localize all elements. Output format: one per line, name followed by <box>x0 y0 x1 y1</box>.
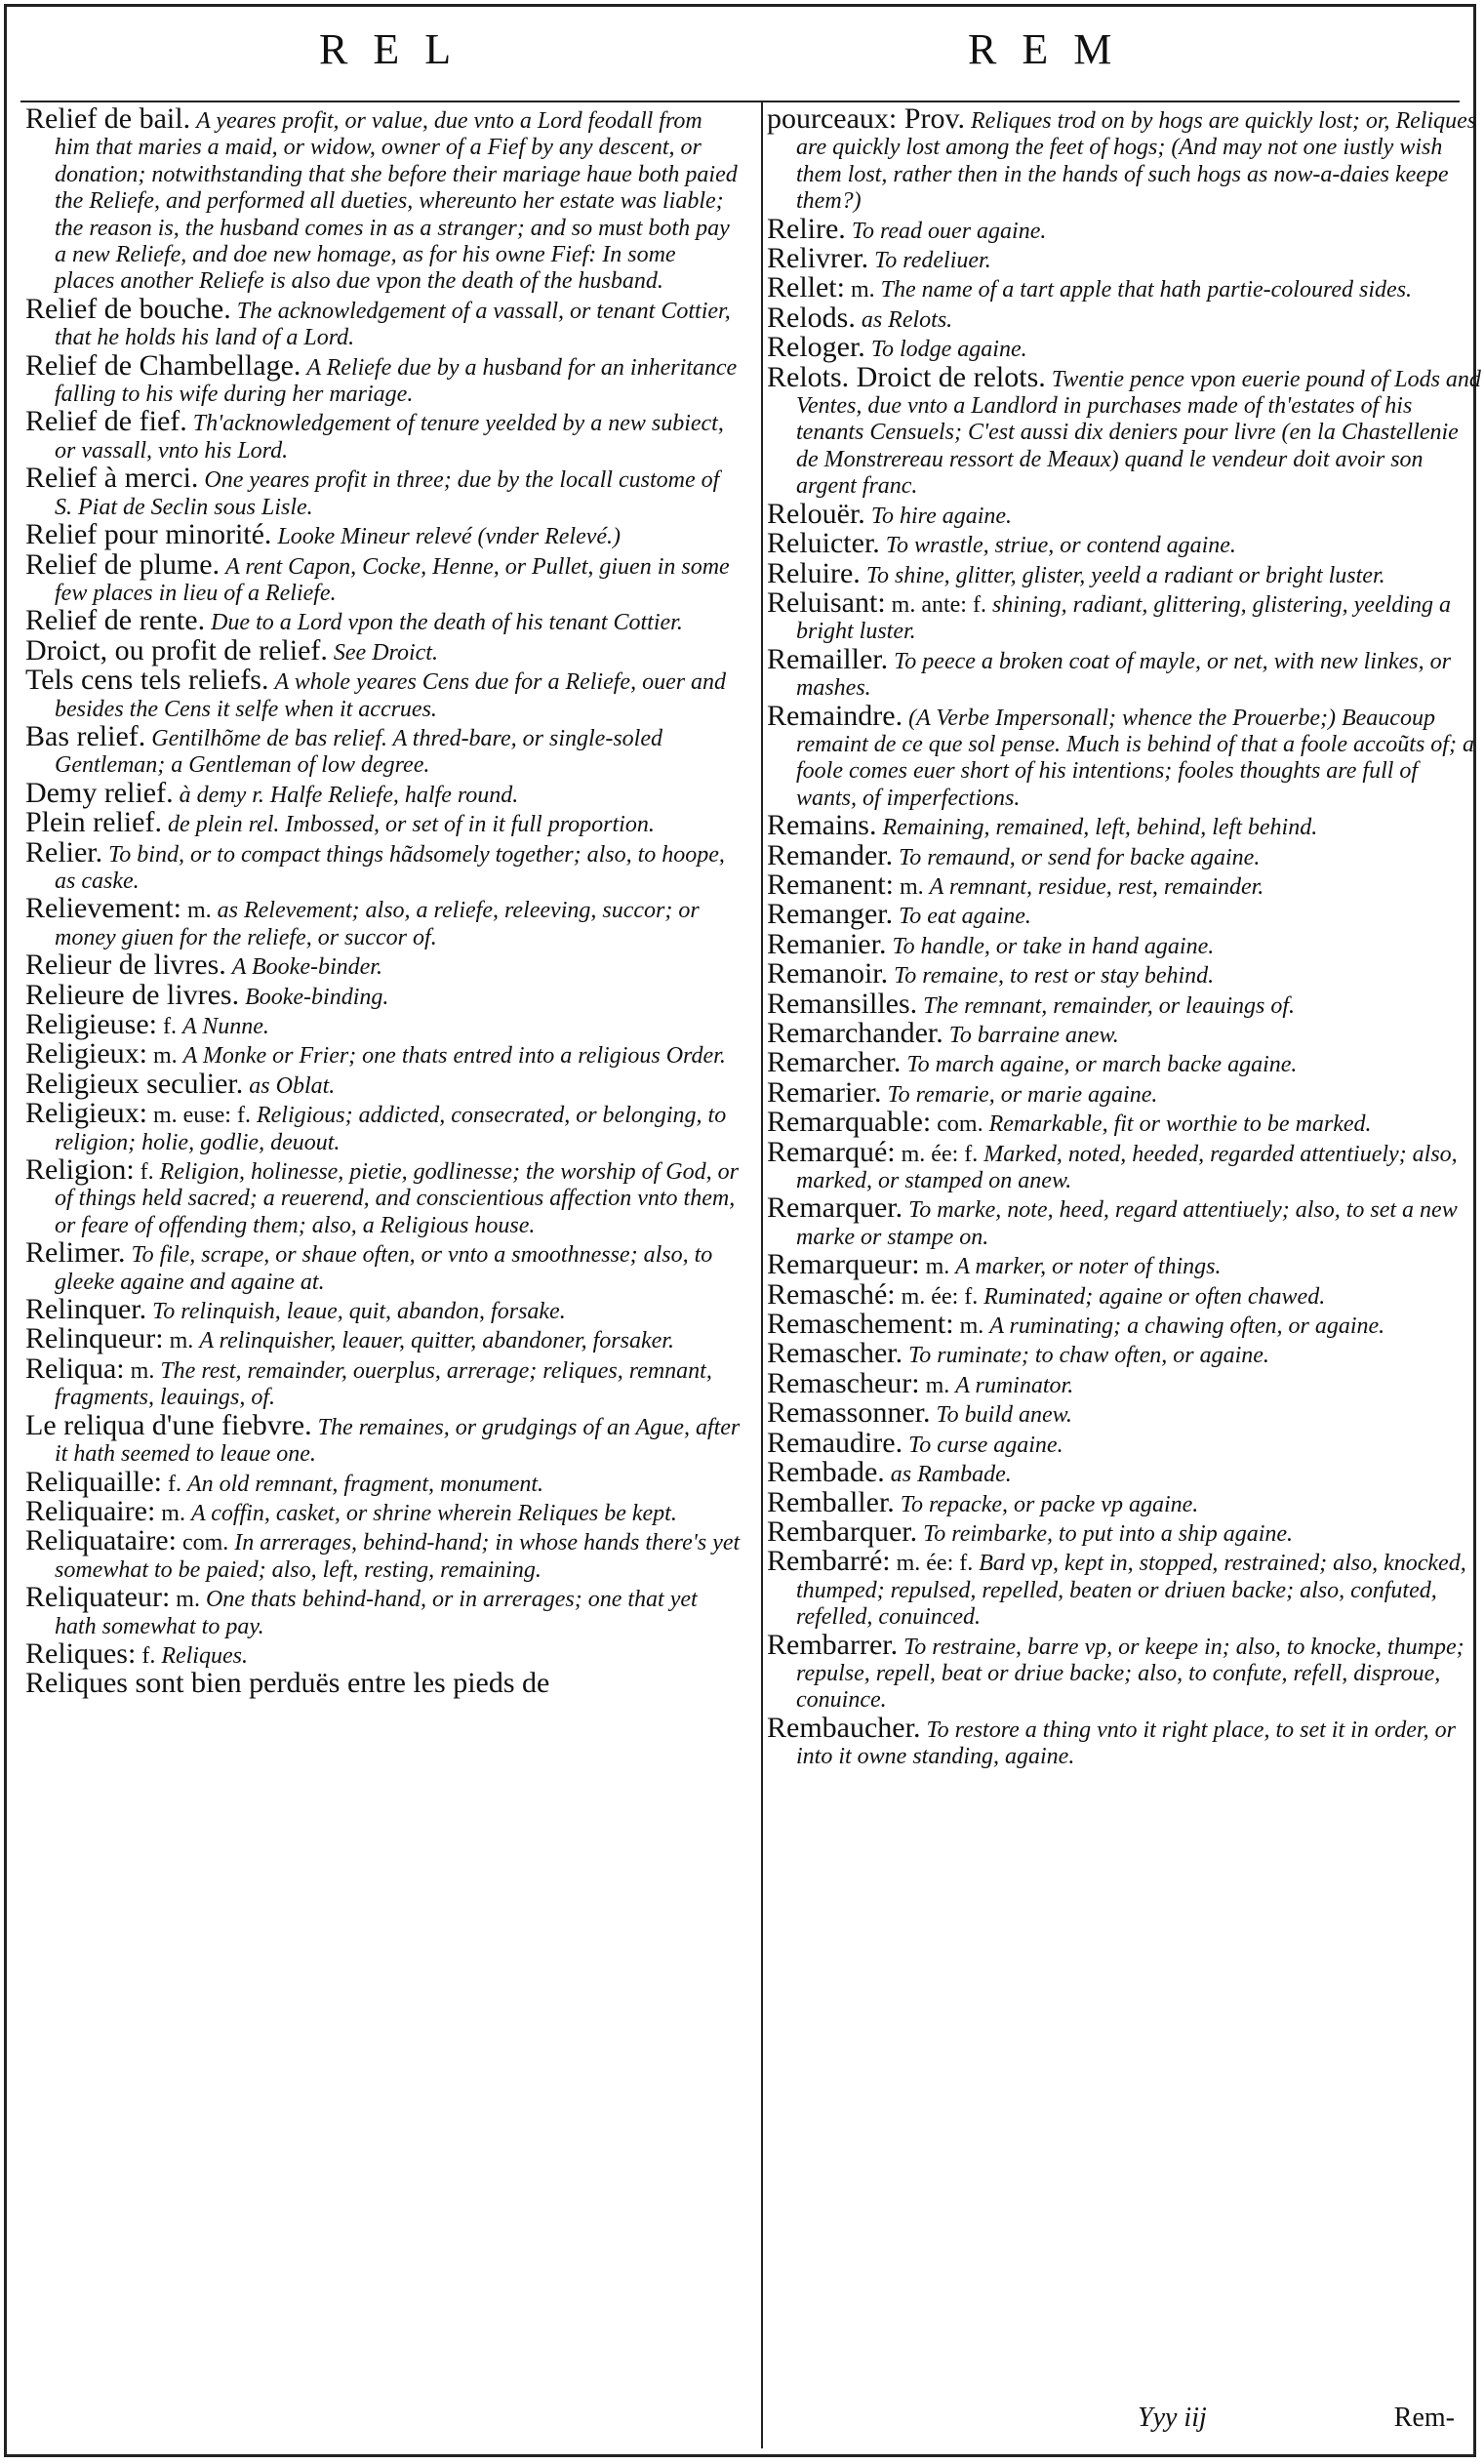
entry-grammar: m. ée: f. <box>901 1141 979 1167</box>
entry-definition: Th'acknowledgement of tenure yeelded by a new subiect, or vassall, vnto his Lord. <box>55 411 724 464</box>
dictionary-entry <box>25 1408 741 1469</box>
entry-headword: Relief de bouche. <box>25 292 231 325</box>
entry-definition: à demy r. Halfe Reliefe, halfe round. <box>179 782 519 808</box>
entry-grammar: m. <box>186 898 212 924</box>
entry-headword: Reliquaire: <box>25 1494 156 1527</box>
dictionary-entry <box>767 212 1482 245</box>
dictionary-entry <box>25 547 741 608</box>
entry-definition: Twentie pence vpon euerie pound of Lods and Ventes, due vnto a Landlord in purchases made of th'estates of his tenants Censuels; C'est aussi dix deniers pour livre (en la Chastellenie de Monstrereau ressort de Meaux) quand le vendeur doit avoir son argent franc. <box>796 366 1481 500</box>
entry-grammar: com. <box>181 1530 229 1556</box>
entry-headword: Relieur de livres. <box>25 949 226 982</box>
entry-definition: Ruminated; againe or often chawed. <box>983 1283 1326 1310</box>
entry-definition: as Relevement; also, a reliefe, releeving, succor; or money giuen for the reliefe, or succor of. <box>55 898 700 950</box>
entry-headword: Tels cens tels reliefs. <box>25 664 269 697</box>
dictionary-entry <box>767 1135 1482 1195</box>
entry-grammar: com. <box>937 1111 983 1138</box>
dictionary-entry <box>767 1456 1482 1489</box>
entry-headword: Remanier. <box>767 927 887 960</box>
entry-definition: A rent Capon, Cocke, Henne, or Pullet, giuen in some few places in lieu of a Reliefe. <box>55 553 730 606</box>
entry-definition: See Droict. <box>333 639 438 666</box>
entry-definition: To restraine, barre vp, or keepe in; also, to knocke, thumpe; repulse, repell, beat or driue backe; also, to confute, refell, disproue, conuince. <box>796 1634 1464 1714</box>
dictionary-entry <box>25 1352 741 1412</box>
entry-grammar: f. <box>141 1642 156 1669</box>
entry-definition: To wrastle, striue, or contend againe. <box>885 533 1236 559</box>
dictionary-entry <box>767 301 1482 334</box>
dictionary-entry <box>767 898 1482 931</box>
entry-definition: de plein rel. Imbossed, or set of in it full proportion. <box>167 812 655 838</box>
entry-headword: Remarqueur: <box>767 1248 920 1281</box>
dictionary-entry <box>25 462 741 521</box>
entry-headword: Remaindre. <box>767 699 903 732</box>
dictionary-entry <box>25 719 741 780</box>
entry-definition: A Reliefe due by a husband for an inheritance falling to his wife during her mariage. <box>55 354 738 408</box>
entry-headword: Religieux: <box>25 1097 147 1130</box>
dictionary-entry <box>767 1308 1482 1341</box>
entry-grammar: m. <box>925 1254 950 1280</box>
dictionary-entry <box>25 633 741 666</box>
dictionary-entry <box>767 1628 1482 1715</box>
entry-headword: Droict, ou profit de relief. <box>25 633 328 666</box>
dictionary-entry <box>767 1545 1482 1631</box>
entry-definition: A remnant, residue, rest, remainder. <box>929 873 1264 900</box>
entry-headword: Reluisant: <box>767 586 886 619</box>
dictionary-entry <box>25 1153 741 1239</box>
entry-definition: A yeares profit, or value, due vnto a Lord feodall from him that maries a maid, or widow, owner of a Fief by any descent, or donation; notwithstanding that she before their mariage haue both paied the Reliefe, and performed all dueties, whereunto her estate was liable; the reason is, the husband comes in as a stranger; and so must both pay a new Reliefe, and doe new homage, as for his owne Fief: In some places another Reliefe is also due vpon the death of the husband. <box>55 108 738 295</box>
entry-definition: A whole yeares Cens due for a Reliefe, ouer and besides the Cens it selfe when it accrues. <box>55 669 727 722</box>
entry-definition: In arrerages, behind-hand; in whose hands there's yet somewhat to be paied; also, left, resting, remaining. <box>55 1530 741 1583</box>
dictionary-entry <box>767 1194 1482 1251</box>
entry-headword: Remanent: <box>767 868 894 901</box>
catchword: Rem- <box>1393 2403 1455 2433</box>
dictionary-entry <box>767 102 1482 216</box>
entry-definition: To curse againe. <box>908 1432 1063 1458</box>
dictionary-entry <box>767 1337 1482 1370</box>
dictionary-entry <box>767 331 1482 364</box>
entry-definition: Due to a Lord vpon the death of his tenant Cottier. <box>211 610 683 636</box>
dictionary-entry <box>25 405 741 465</box>
dictionary-entry <box>25 1293 741 1326</box>
entry-headword: Remasché: <box>767 1277 896 1311</box>
entry-headword: Remascheur: <box>767 1366 920 1399</box>
entry-headword: Relots. Droict de relots. <box>767 360 1046 393</box>
dictionary-entry <box>25 806 741 839</box>
entry-grammar: m. <box>161 1500 185 1526</box>
entry-headword: Reliquateur: <box>25 1581 171 1614</box>
dictionary-entry <box>767 271 1482 304</box>
entry-definition: as Oblat. <box>249 1072 336 1099</box>
dictionary-entry <box>767 809 1482 842</box>
entry-definition: To handle, or take in hand againe. <box>892 933 1215 959</box>
entry-definition: A Nunne. <box>181 1014 269 1039</box>
entry-headword: Reliques: <box>25 1636 137 1670</box>
dictionary-entry <box>25 892 741 951</box>
entry-headword: Relief de plume. <box>25 547 221 581</box>
entry-headword: Plein relief. <box>25 806 162 839</box>
entry-definition: To repacke, or packe vp againe. <box>900 1491 1199 1517</box>
entry-grammar: m. <box>850 277 875 303</box>
entry-definition: Booke-binding. <box>245 984 389 1010</box>
entry-definition: To bind, or to compact things hãdsomely together; also, to hoope, as caske. <box>55 841 725 894</box>
entry-headword: Relier. <box>25 835 103 868</box>
entry-definition: The remaines, or grudgings of an Ague, after it hath seemed to leaue one. <box>55 1414 741 1468</box>
entry-definition: as Rambade. <box>890 1462 1012 1488</box>
entry-headword: Religieux: <box>25 1037 147 1070</box>
entry-grammar: m. <box>959 1313 984 1340</box>
entry-grammar: m. <box>130 1357 155 1384</box>
entry-headword: Relieure de livres. <box>25 978 240 1011</box>
entry-headword: Reluicter. <box>767 527 880 560</box>
entry-headword: Demy relief. <box>25 776 174 809</box>
entry-headword: Rembaucher. <box>767 1711 921 1744</box>
entry-definition: To remaund, or send for backe againe. <box>899 844 1261 870</box>
entry-definition: To reimbarke, to put into a ship againe. <box>923 1520 1294 1547</box>
entry-grammar: m. <box>152 1043 178 1070</box>
entry-definition: To file, scrape, or shaue often, or vnto a smoothnesse; also, to gleeke againe and againe at. <box>55 1242 713 1295</box>
entry-definition: Religion, holinesse, pietie, godlinesse; the worship of God, or of things held sacred; a reuerend, and conscientious affection vnto them, or feare of offending them; also, a Religious house. <box>55 1159 739 1238</box>
dictionary-entry <box>767 1248 1482 1281</box>
dictionary-entry <box>767 957 1482 990</box>
entry-grammar: m. <box>899 873 924 900</box>
entry-headword: Rembarrer. <box>767 1628 899 1661</box>
entry-headword: Relire. <box>767 212 846 245</box>
entry-definition: Looke Mineur relevé (vnder Relevé.) <box>277 524 622 550</box>
entry-grammar: f. <box>162 1014 177 1039</box>
entry-headword: Rembarquer. <box>767 1515 918 1548</box>
dictionary-entry <box>767 360 1482 501</box>
signature-mark: Yyy iij <box>1138 2403 1207 2433</box>
entry-headword: Remailler. <box>767 642 889 675</box>
entry-definition: Reliques trod on by hogs are quickly lost; or, Reliques are quickly lost among the feet of hogs; (And may not one iustly wish them lost, rather then in the hands of such hogs as now-a-daies keepe them?) <box>796 108 1477 215</box>
entry-definition: To read ouer againe. <box>851 218 1047 244</box>
entry-headword: Religion: <box>25 1153 135 1187</box>
entry-definition: To remaine, to rest or stay behind. <box>894 963 1215 990</box>
entry-headword: Reloger. <box>767 331 865 364</box>
entry-headword: Remansilles. <box>767 987 918 1020</box>
entry-headword: Reliques sont bien perduës entre les pieds de <box>25 1667 550 1700</box>
entry-definition: The remnant, remainder, or leauings of. <box>923 992 1296 1019</box>
entry-definition: The name of a tart apple that hath partie-coloured sides. <box>880 277 1413 303</box>
dictionary-entry <box>25 518 741 551</box>
entry-headword: Relievement: <box>25 892 181 925</box>
dictionary-entry <box>767 927 1482 960</box>
dictionary-entry <box>25 978 741 1011</box>
entry-definition: Remaining, remained, left, behind, left behind. <box>882 815 1318 841</box>
dictionary-entry <box>25 666 741 723</box>
entry-headword: Rembarré: <box>767 1545 891 1578</box>
entry-definition: To barraine anew. <box>948 1023 1119 1048</box>
entry-definition: Gentilhõme de bas relief. A thred-bare, or single-soled Gentleman; a Gentleman of low degree. <box>55 725 662 779</box>
dictionary-entry <box>25 102 741 296</box>
entry-headword: Remander. <box>767 838 894 871</box>
entry-headword: Remarier. <box>767 1075 882 1109</box>
dictionary-entry <box>25 292 741 352</box>
entry-definition: Bard vp, kept in, stopped, restrained; also, knocked, thumped; repulsed, repelled, beaten or driuen backe; also, confuted, refelled, conuinced. <box>796 1551 1466 1631</box>
dictionary-entry <box>25 1322 741 1355</box>
entry-definition: Remarkable, fit or worthie to be marked. <box>988 1111 1372 1138</box>
entry-headword: Relief de Chambellage. <box>25 348 301 382</box>
entry-definition: Religious; addicted, consecrated, or belonging, to religion; holie, godlie, deuout. <box>55 1103 727 1155</box>
column-divider <box>761 102 763 2448</box>
dictionary-entry <box>767 1017 1482 1049</box>
entry-definition: To marke, note, heed, regard attentiuely; also, to set a new marke or stampe on. <box>796 1197 1458 1250</box>
entry-definition: To march againe, or march backe againe. <box>906 1052 1298 1078</box>
entry-definition: A ruminator. <box>955 1372 1074 1398</box>
dictionary-entry <box>767 868 1482 901</box>
entry-definition: To remarie, or marie againe. <box>887 1081 1158 1108</box>
dictionary-entry <box>767 556 1482 589</box>
entry-headword: Remanger. <box>767 898 894 931</box>
entry-definition: To redeliuer. <box>874 248 991 274</box>
entry-headword: Reliqua: <box>25 1352 125 1385</box>
entry-definition: shining, radiant, glittering, glistering, yeelding a bright luster. <box>796 591 1451 645</box>
entry-headword: Relinqueur: <box>25 1322 164 1355</box>
entry-headword: Religieux seculier. <box>25 1067 244 1100</box>
dictionary-entry <box>25 1524 741 1584</box>
entry-headword: Le reliqua d'une fiebvre. <box>25 1408 312 1441</box>
entry-grammar: f. <box>167 1471 181 1497</box>
entry-definition: To lodge againe. <box>870 337 1027 363</box>
dictionary-entry <box>25 1008 741 1040</box>
entry-headword: pourceaux: Prov. <box>767 102 965 135</box>
page-footer <box>767 2403 1482 2442</box>
entry-headword: Remarquable: <box>767 1106 932 1139</box>
entry-definition: An old remnant, fragment, monument. <box>186 1471 544 1497</box>
dictionary-entry <box>767 1106 1482 1139</box>
entry-definition: To ruminate; to chaw often, or againe. <box>908 1343 1269 1369</box>
dictionary-entry <box>25 951 741 981</box>
dictionary-entry <box>25 1667 741 1700</box>
entry-definition: To peece a broken coat of mayle, or net, with new linkes, or mashes. <box>796 648 1451 702</box>
dictionary-entry <box>25 776 741 809</box>
entry-headword: Remassonner. <box>767 1396 931 1430</box>
dictionary-entry <box>767 497 1482 530</box>
entry-headword: Relief pour minorité. <box>25 518 272 551</box>
dictionary-entry <box>25 1067 741 1100</box>
dictionary-entry <box>767 586 1482 646</box>
entry-headword: Rellet: <box>767 271 845 304</box>
entry-headword: Remarchander. <box>767 1017 943 1049</box>
entry-headword: Relouër. <box>767 497 865 530</box>
running-head-left: REL <box>319 25 477 73</box>
entry-definition: One thats behind-hand, or in arrerages; one that yet hath somewhat to pay. <box>55 1587 698 1639</box>
right-column <box>767 102 1482 1771</box>
entry-headword: Reluire. <box>767 556 861 589</box>
dictionary-entry <box>25 1236 741 1296</box>
entry-grammar: m. <box>169 1328 194 1354</box>
dictionary-entry <box>767 987 1482 1020</box>
entry-definition: A marker, or noter of things. <box>955 1254 1222 1280</box>
entry-grammar: m. <box>925 1372 950 1398</box>
entry-headword: Remarqué: <box>767 1135 896 1168</box>
entry-definition: A Booke-binder. <box>231 954 382 981</box>
entry-headword: Relief de fief. <box>25 405 187 438</box>
dictionary-entry <box>25 1581 741 1640</box>
entry-headword: Reliquataire: <box>25 1524 177 1557</box>
dictionary-entry <box>767 1515 1482 1548</box>
entry-headword: Relivrer. <box>767 242 869 275</box>
entry-grammar: m. ée: f. <box>896 1551 974 1577</box>
entry-definition: To shine, glitter, glister, yeeld a radiant or bright luster. <box>865 562 1385 588</box>
dictionary-entry <box>25 1636 741 1670</box>
entry-headword: Relief de rente. <box>25 604 206 637</box>
entry-definition: To hire againe. <box>870 503 1013 529</box>
entry-grammar: m. euse: f. <box>152 1103 251 1129</box>
entry-definition: A Monke or Frier; one thats entred into a religious Order. <box>182 1043 726 1070</box>
dictionary-entry <box>767 642 1482 703</box>
dictionary-entry <box>25 604 741 637</box>
dictionary-entry <box>767 1426 1482 1459</box>
dictionary-entry <box>25 1494 741 1527</box>
dictionary-entry <box>767 1485 1482 1518</box>
entry-definition: A ruminating; a chawing often, or againe. <box>989 1313 1385 1340</box>
dictionary-entry <box>767 1046 1482 1079</box>
entry-headword: Remaschement: <box>767 1308 954 1341</box>
entry-headword: Remballer. <box>767 1485 895 1518</box>
dictionary-entry <box>25 1037 741 1070</box>
left-column <box>25 102 741 1700</box>
entry-definition: A coffin, casket, or shrine wherein Reliques be kept. <box>190 1500 677 1526</box>
entry-headword: Remascher. <box>767 1337 903 1370</box>
dictionary-entry <box>767 1396 1482 1430</box>
entry-headword: Remarcher. <box>767 1046 902 1079</box>
entry-definition: To build anew. <box>936 1402 1072 1429</box>
entry-definition: Marked, noted, heeded, regarded attentiuely; also, marked, or stamped on anew. <box>796 1141 1458 1194</box>
entry-definition: To relinquish, leaue, quit, abandon, forsake. <box>152 1299 566 1325</box>
entry-definition: A relinquisher, leauer, quitter, abandoner, forsaker. <box>199 1328 674 1354</box>
dictionary-entry <box>767 699 1482 813</box>
dictionary-entry <box>25 1465 741 1498</box>
entry-headword: Remains. <box>767 809 877 842</box>
entry-headword: Relief à merci. <box>25 462 199 495</box>
entry-headword: Reliquaille: <box>25 1465 162 1498</box>
entry-grammar: m. <box>176 1587 200 1613</box>
entry-headword: Relimer. <box>25 1236 126 1270</box>
entry-headword: Rembade. <box>767 1456 885 1489</box>
entry-headword: Bas relief. <box>25 719 146 752</box>
entry-definition: The acknowledgement of a vassall, or tenant Cottier, that he holds his land of a Lord. <box>55 298 731 351</box>
dictionary-entry <box>767 1366 1482 1399</box>
dictionary-entry <box>767 838 1482 871</box>
dictionary-entry <box>767 242 1482 275</box>
entry-definition: as Relots. <box>861 306 953 333</box>
entry-headword: Relief de bail. <box>25 102 191 135</box>
entry-definition: To restore a thing vnto it right place, to set it in order, or into it owne standing, againe. <box>796 1717 1456 1770</box>
dictionary-entry <box>767 527 1482 560</box>
dictionary-entry <box>767 1711 1482 1771</box>
dictionary-entry <box>767 1277 1482 1311</box>
entry-definition: (A Verbe Impersonall; whence the Prouerbe;) Beaucoup remaint de ce que sol pense. Much is behind of that a foole accoũts of; a foole comes euer short of his intentions; fooles thoughts are full of wants, of imperfections. <box>796 705 1474 811</box>
entry-grammar: m. ée: f. <box>901 1283 979 1310</box>
entry-headword: Relods. <box>767 301 856 334</box>
entry-headword: Remarquer. <box>767 1192 903 1225</box>
entry-definition: To eat againe. <box>899 904 1031 930</box>
entry-headword: Remaudire. <box>767 1426 903 1459</box>
header-rule <box>20 101 1460 102</box>
entry-grammar: m. ante: f. <box>891 591 986 618</box>
dictionary-entry <box>767 1075 1482 1109</box>
entry-definition: The rest, remainder, ouerplus, arrerage; reliques, remnant, fragments, leauings, of. <box>55 1357 712 1411</box>
running-head-right: REM <box>968 25 1138 73</box>
entry-grammar: f. <box>140 1159 154 1186</box>
dictionary-entry <box>25 835 741 896</box>
entry-definition: Reliques. <box>161 1642 248 1669</box>
entry-headword: Relinquer. <box>25 1293 147 1326</box>
entry-definition: One yeares profit in three; due by the locall custome of S. Piat de Seclin sous Lisle. <box>55 467 720 520</box>
entry-headword: Religieuse: <box>25 1008 157 1040</box>
dictionary-entry <box>25 1097 741 1156</box>
dictionary-entry <box>25 348 741 409</box>
entry-headword: Remanoir. <box>767 957 889 990</box>
